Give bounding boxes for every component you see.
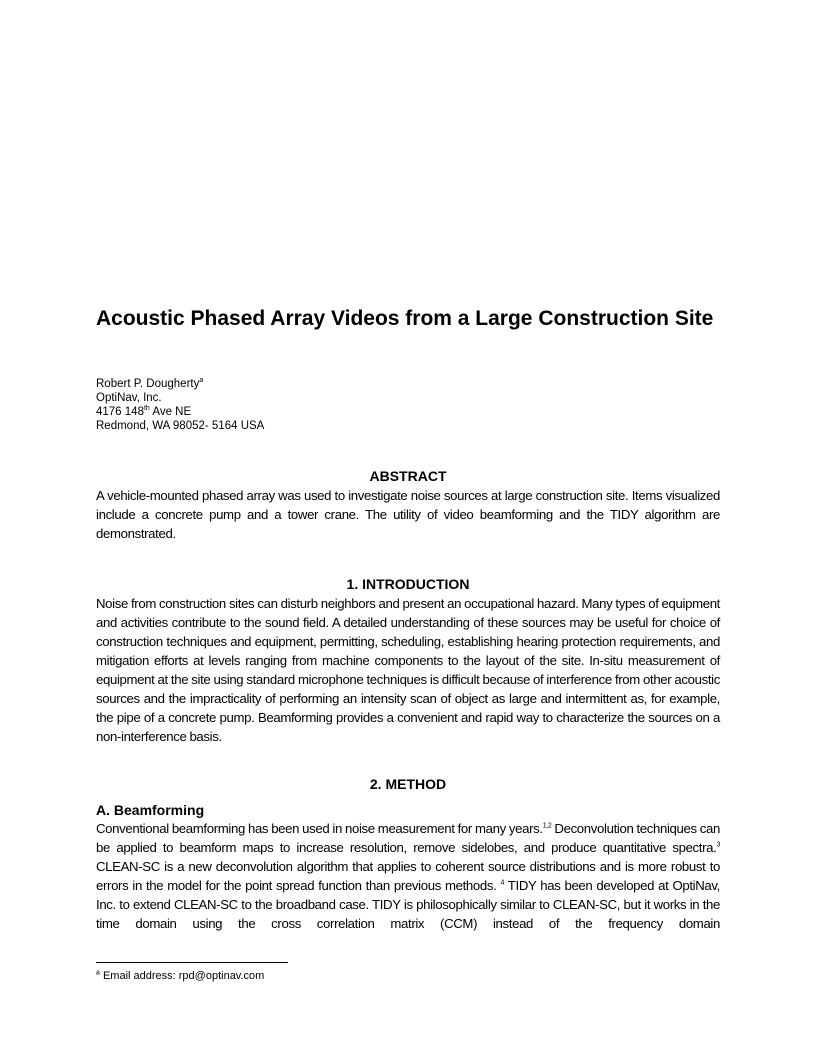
footnote-divider [96,962,288,963]
author-block [96,377,496,433]
paper-title: Acoustic Phased Array Videos from a Large Construction Site [96,307,714,330]
introduction-heading: 1. INTRODUCTION [346,576,470,592]
footnote-marker: a [96,969,100,977]
author-name: Robert P. Dougherty$^a$ [96,377,204,390]
beamforming-text: Conventional beamforming has been used in noise measurement for many years.$^{1,2}$ Deconvolution techniques can be applied to beamform maps to increase resolution, remove sidelobes, and produce quantitative spectra.$^3$ CLEAN-SC is a new deconvolution algorithm that applies to coherent source distributions and is more robust to errors in the model for the point spread function than previous methods. $^4$ TIDY has been developed at OptiNav, Inc. to extend CLEAN-SC to the broadband case. TIDY is philosophically similar to CLEAN-SC, but it works in the time domain using the cross correlation matrix (CCM) instead of the frequency domain [96,821,720,931]
author-address: 4176 148th Ave NE [96,405,192,418]
beamforming-subheading: A. Beamforming [96,802,205,818]
footnote-email: Email address: rpd@optinav.com [99,970,265,982]
abstract-text: A vehicle-mounted phased array was used to investigate noise sources at large construction site. Items visualized include a concrete pump and a tower crane. The utility of video beamforming and the TIDY algorithm are demonstrated. [96,488,720,541]
reference-citation: 4 [500,879,505,887]
author-footnote-marker: a [199,377,204,385]
method-heading: 2. METHOD [369,776,447,792]
author-city: Redmond, WA 98052- 5164 USA [96,420,265,432]
abstract-heading: ABSTRACT [369,468,447,484]
footnote [96,969,496,983]
author-affiliation: OptiNav, Inc. [96,392,162,404]
introduction-text: Noise from construction sites can disturb neighbors and present an occupational hazard. Many types of equipment and activities contribute to the sound field. A detailed understanding of these sources may be useful for choice of construction techniques and equipment, permitting, scheduling, establishing hearing protection requirements, and mitigation efforts at levels ranging from machine components to the layout of the site. In-situ measurement of equipment at the site using standard microphone techniques is difficult because of interference from other acoustic sources and the impracticality of performing an intensity scan of object as large and intermittent as, for example, the pipe of a concrete pump. Beamforming provides a convenient and rapid way to characterize the sources on a non-interference basis. [96,596,720,744]
address-ordinal: th [143,405,150,413]
reference-citation: 1,2 [542,822,552,830]
reference-citation: 3 [716,841,720,849]
